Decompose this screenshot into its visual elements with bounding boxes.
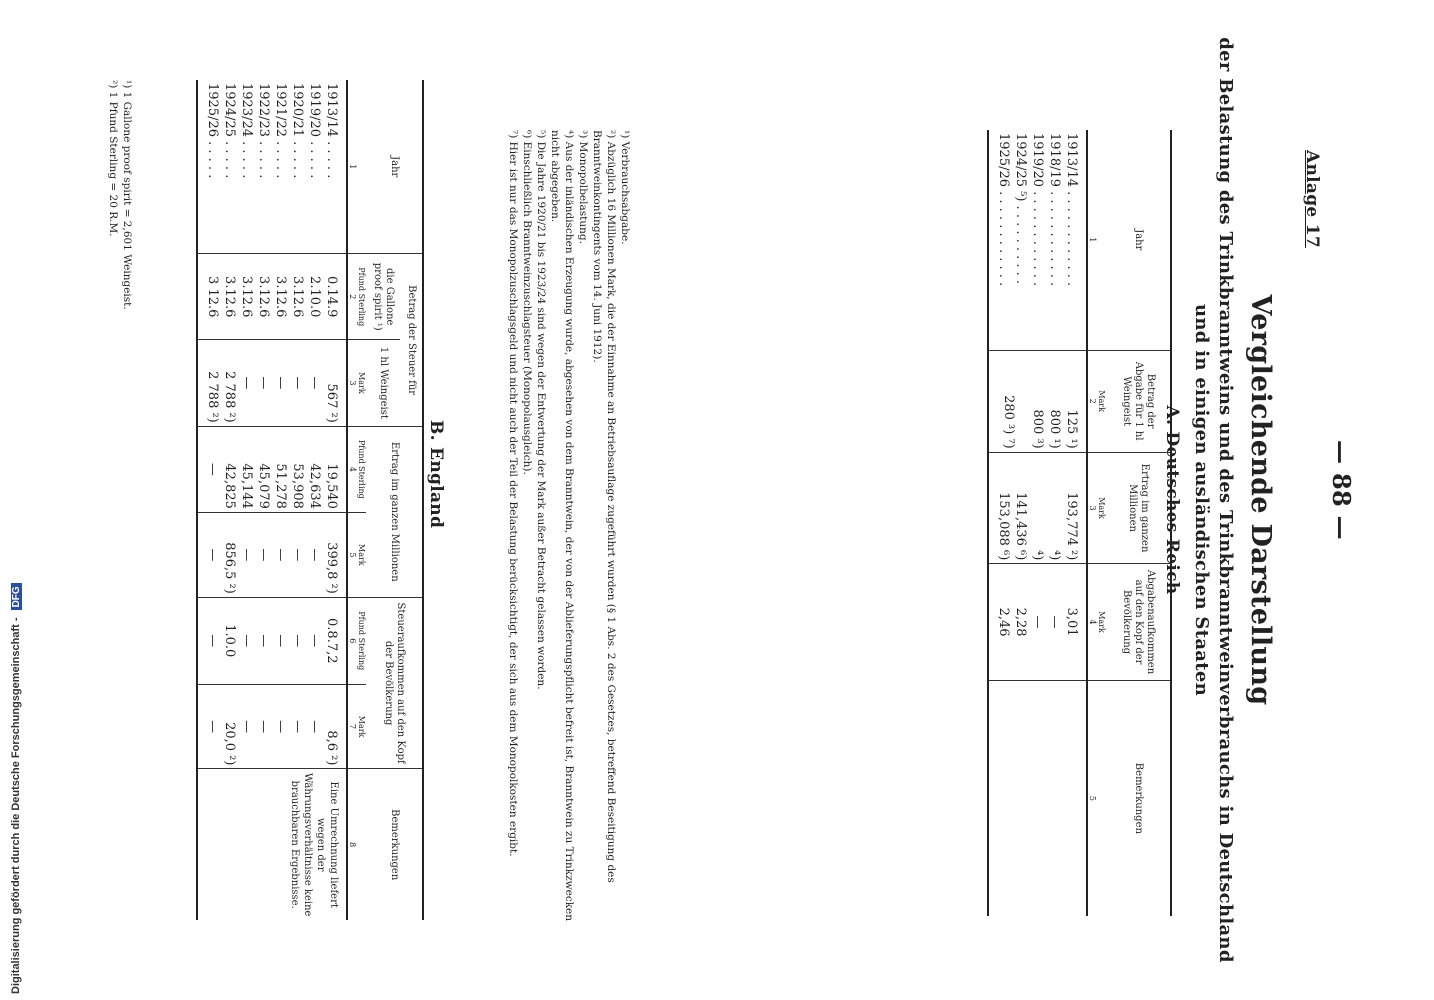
cell-kopf-mark: — <box>238 684 255 769</box>
table-a-header-row <box>1106 130 1171 916</box>
footnote: ¹) 1 Gallone proof spirit = 2,601 Weingeist. <box>121 80 133 310</box>
cell-kopf-mark: 8,6 ²) <box>323 684 347 769</box>
table-row <box>1012 130 1029 916</box>
cell-year: 1924/25 ⁵) . . . . . . . . . . <box>1013 133 1028 285</box>
cell-ertrag-pfund: 19,540 <box>323 426 347 512</box>
cell-year: 1921/22 . . . . . <box>273 83 288 179</box>
col-header-ertrag: Ertrag im ganzen Millionen <box>1106 452 1171 564</box>
cell-hl: 2 788 ²) <box>197 340 221 427</box>
col-number: 1 <box>1088 237 1097 243</box>
cell-kopf-pfund: — <box>306 597 323 684</box>
footnote: ⁶) Einschließlich Branntweinzuschlagsteuer (Monopolausgleich). <box>521 130 533 475</box>
col-header-kopf: Abgabenaufkommen auf den Kopf der Bevölkerung <box>1106 564 1171 680</box>
cell-gallone: 3.12.6 <box>272 254 289 340</box>
footer-text: Digitalisierung gefördert durch die Deutsche Forschungsgemeinschaft - <box>10 617 22 994</box>
footnotes-section-a <box>506 130 632 950</box>
cell-kopf-mark: — <box>272 684 289 769</box>
cell-gallone: 3.12.6 <box>255 254 272 340</box>
cell-abgabe: 800 ³) <box>1029 350 1046 452</box>
digitization-footer <box>10 583 22 994</box>
col-header-jahr: Jahr <box>389 156 400 178</box>
cell-ertrag: 193,774 ²) <box>1063 452 1087 564</box>
cell-kopf-mark: — <box>255 684 272 769</box>
subtitle-line-1: der Belastung des Trinkbranntweins und des Trinkbranntweinverbrauchs in Deutschland <box>1215 37 1236 963</box>
cell-kopf-mark: — <box>289 684 306 769</box>
col-number: 6 <box>347 597 357 684</box>
cell-ertrag-mark: 856,5 ²) <box>221 512 238 597</box>
cell-ertrag-pfund: 51,278 <box>272 426 289 512</box>
cell-ertrag-mark: — <box>197 512 221 597</box>
table-row <box>1063 130 1087 916</box>
cell-ertrag-pfund: 45,144 <box>238 426 255 512</box>
cell-gallone: 3.12.6 <box>221 254 238 340</box>
cell-kopf-pfund: — <box>255 597 272 684</box>
cell-year: 1919/20 . . . . . <box>307 83 322 179</box>
dfg-logo-icon: DFG <box>11 583 22 610</box>
cell-ertrag-mark: — <box>289 512 306 597</box>
cell-ertrag-mark: — <box>238 512 255 597</box>
cell-ertrag-pfund: 42,825 <box>221 426 238 512</box>
cell-gallone: 3.12.6 <box>238 254 255 340</box>
col-number: 4 <box>347 426 357 512</box>
unit-abgabe: Mark <box>1097 350 1106 452</box>
col-number: 2 <box>1087 350 1097 452</box>
cell-kopf-pfund: — <box>238 597 255 684</box>
unit-ertrag-mark: Mark <box>357 512 366 597</box>
cell-ertrag: ⁴) <box>1046 452 1063 564</box>
cell-hl: 567 ²) <box>323 340 347 427</box>
cell-hl: — <box>238 340 255 427</box>
cell-ertrag: 153,088 ⁶) <box>988 452 1012 564</box>
table-a-unit-row <box>1097 130 1106 916</box>
unit-kopf: Mark <box>1097 564 1106 680</box>
table-b-colnum-row <box>347 80 357 920</box>
col-number: 5 <box>347 512 357 597</box>
col-number: 4 <box>1087 564 1097 680</box>
col-number: 8 <box>347 769 357 920</box>
cell-ertrag-pfund: 53,908 <box>289 426 306 512</box>
cell-year: 1920/21 . . . . . <box>290 83 305 179</box>
col-header-jahr: Jahr <box>1133 229 1144 251</box>
col-header-abgabe: Betrag der Abgabe für 1 hl Weingeist <box>1106 350 1171 452</box>
cell-abgabe: 125 ¹) <box>1063 350 1087 452</box>
col-header-bemerkungen: Bemerkungen <box>1106 680 1171 916</box>
cell-year: 1925/26 . . . . . <box>205 83 220 179</box>
cell-year: 1924/25 . . . . . <box>222 83 237 179</box>
cell-ertrag-mark: — <box>306 512 323 597</box>
col-number: 2 <box>347 254 357 340</box>
cell-hl: — <box>272 340 289 427</box>
table-row <box>323 80 347 920</box>
footnote: ¹) Verbrauchsabgabe. <box>619 130 631 245</box>
cell-abgabe: 280 ³) ⁷) <box>988 350 1029 452</box>
cell-gallone: 3 12.6 <box>197 254 221 340</box>
unit-ertrag-pfund: Pfund Sterling <box>357 426 366 512</box>
cell-ertrag-pfund: 42,634 <box>306 426 323 512</box>
cell-year: 1918/19 . . . . . . . . . . . . <box>1047 133 1062 287</box>
unit-gallone: Pfund Sterling <box>357 254 366 340</box>
cell-hl: — <box>306 340 323 427</box>
cell-gallone: 0.14.9 <box>323 254 347 340</box>
cell-year: 1919/20 . . . . . . . . . . . . <box>1030 133 1045 287</box>
cell-year: 1913/14 . . . . . <box>324 83 339 179</box>
cell-hl: — <box>255 340 272 427</box>
cell-kopf: 2,46 <box>988 564 1012 680</box>
cell-kopf-pfund: — <box>197 597 221 684</box>
footnote: ⁷) Hier ist nur das Monopolzuschlagsgeld und nicht auch der Teil der Belastung berücksichtigt, der sich aus dem Monopolkosten ergibt. <box>507 130 519 857</box>
col-number: 5 <box>1087 680 1097 916</box>
cell-kopf-pfund: 0.8.7,2 <box>323 597 347 684</box>
cell-gallone: 3.12.6 <box>289 254 306 340</box>
cell-ertrag-mark: — <box>255 512 272 597</box>
col-number: 3 <box>1087 452 1097 564</box>
footnote: ⁴) Aus der inländischen Erzeugung wurde, abgesehen von dem Branntwein, der von der Ablieferungspflicht befreit ist, Branntwein zu Trinkzwecken nicht abgegeben. <box>549 130 575 922</box>
table-england <box>196 80 424 920</box>
cell-kopf-mark: 20,0 ²) <box>221 684 238 769</box>
table-deutsches-reich <box>987 130 1172 916</box>
group-header-ertrag: Ertrag im ganzen Millionen <box>366 426 423 597</box>
table-b-unit-row <box>357 80 366 920</box>
cell-kopf: 2,28 <box>1012 564 1029 680</box>
footnote: ²) Abzüglich 16 Millionen Mark, die der Einnahme an Betriebsauflage zugeführt wurden (§ 1 Abs. 2 des Gesetzes, betreffend Beseitigung des Branntweinkontingents vom 14. Juni 1912). <box>591 130 617 883</box>
table-row <box>1046 130 1063 916</box>
col-header-hl: 1 hl Weingeist <box>366 340 400 427</box>
cell-kopf: — <box>1046 564 1063 680</box>
col-number: 3 <box>347 340 357 427</box>
cell-ertrag: ⁴) <box>1029 452 1046 564</box>
table-b-group-header-row <box>400 80 423 920</box>
cell-kopf: 3,01 <box>1063 564 1087 680</box>
cell-gallone: 2.10.0 <box>306 254 323 340</box>
section-b-heading: B. England <box>426 420 446 529</box>
unit-kopf-pfund: Pfund Sterling <box>357 597 366 684</box>
cell-year: 1923/24 . . . . . <box>239 83 254 179</box>
table-row <box>1029 130 1046 916</box>
appendix-label: Anlage 17 <box>1302 150 1322 249</box>
unit-kopf-mark: Mark <box>357 684 366 769</box>
table-row <box>988 130 1012 916</box>
cell-year: 1913/14 . . . . . . . . . . . . <box>1064 133 1079 287</box>
cell-kopf-pfund: — <box>272 597 289 684</box>
footnotes-section-b <box>106 80 134 900</box>
cell-remark: Eine Umrechnung liefert wegen der Währungsverhältnisse keine brauchbaren Ergebnisse. <box>197 769 347 920</box>
cell-kopf-pfund: 1.0.0 <box>221 597 238 684</box>
footnote: ²) 1 Pfund Sterling = 20 R.M. <box>107 80 119 237</box>
col-number: 7 <box>347 684 357 769</box>
cell-year: 1922/23 . . . . . <box>256 83 271 179</box>
group-header-kopf: Steueraufkommen auf den Kopf der Bevölkerung <box>366 597 423 769</box>
cell-hl: — <box>289 340 306 427</box>
group-header-steuer: Betrag der Steuer für <box>400 254 423 426</box>
cell-abgabe: 800 ¹) <box>1046 350 1063 452</box>
footnote: ³) Monopolbelastung. <box>577 130 589 244</box>
col-number: 1 <box>348 164 357 170</box>
cell-kopf-mark: — <box>197 684 221 769</box>
unit-ertrag: Mark <box>1097 452 1106 564</box>
cell-kopf: — <box>1029 564 1046 680</box>
cell-ertrag-pfund: — <box>197 426 221 512</box>
cell-ertrag-mark: — <box>272 512 289 597</box>
cell-kopf-pfund: — <box>289 597 306 684</box>
cell-kopf-mark: — <box>306 684 323 769</box>
table-a-colnum-row <box>1087 130 1097 916</box>
col-header-bemerkungen: Bemerkungen <box>366 769 423 920</box>
unit-hl: Mark <box>357 340 366 427</box>
section-a-heading: A. Deutsches Reich <box>1162 405 1182 595</box>
cell-hl: 2 788 ²) <box>221 340 238 427</box>
page-title: Vergleichende Darstellung <box>1245 294 1276 706</box>
cell-year: 1925/26 . . . . . . . . . . . . <box>996 133 1011 287</box>
cell-ertrag: 141,436 ⁶) <box>1012 452 1029 564</box>
subtitle-line-2: und in einigen ausländischen Staaten <box>1191 304 1212 696</box>
cell-ertrag-mark: 399,8 ²) <box>323 512 347 597</box>
footnote: ⁵) Die Jahre 1920/21 bis 1923/24 sind wegen der Entwertung der Mark außer Betracht gelassen worden. <box>535 130 547 690</box>
cell-ertrag-pfund: 45,079 <box>255 426 272 512</box>
page-number: — 88 — <box>1327 440 1356 540</box>
col-header-gallone: die Gallone proof spirit ¹) <box>366 254 400 340</box>
